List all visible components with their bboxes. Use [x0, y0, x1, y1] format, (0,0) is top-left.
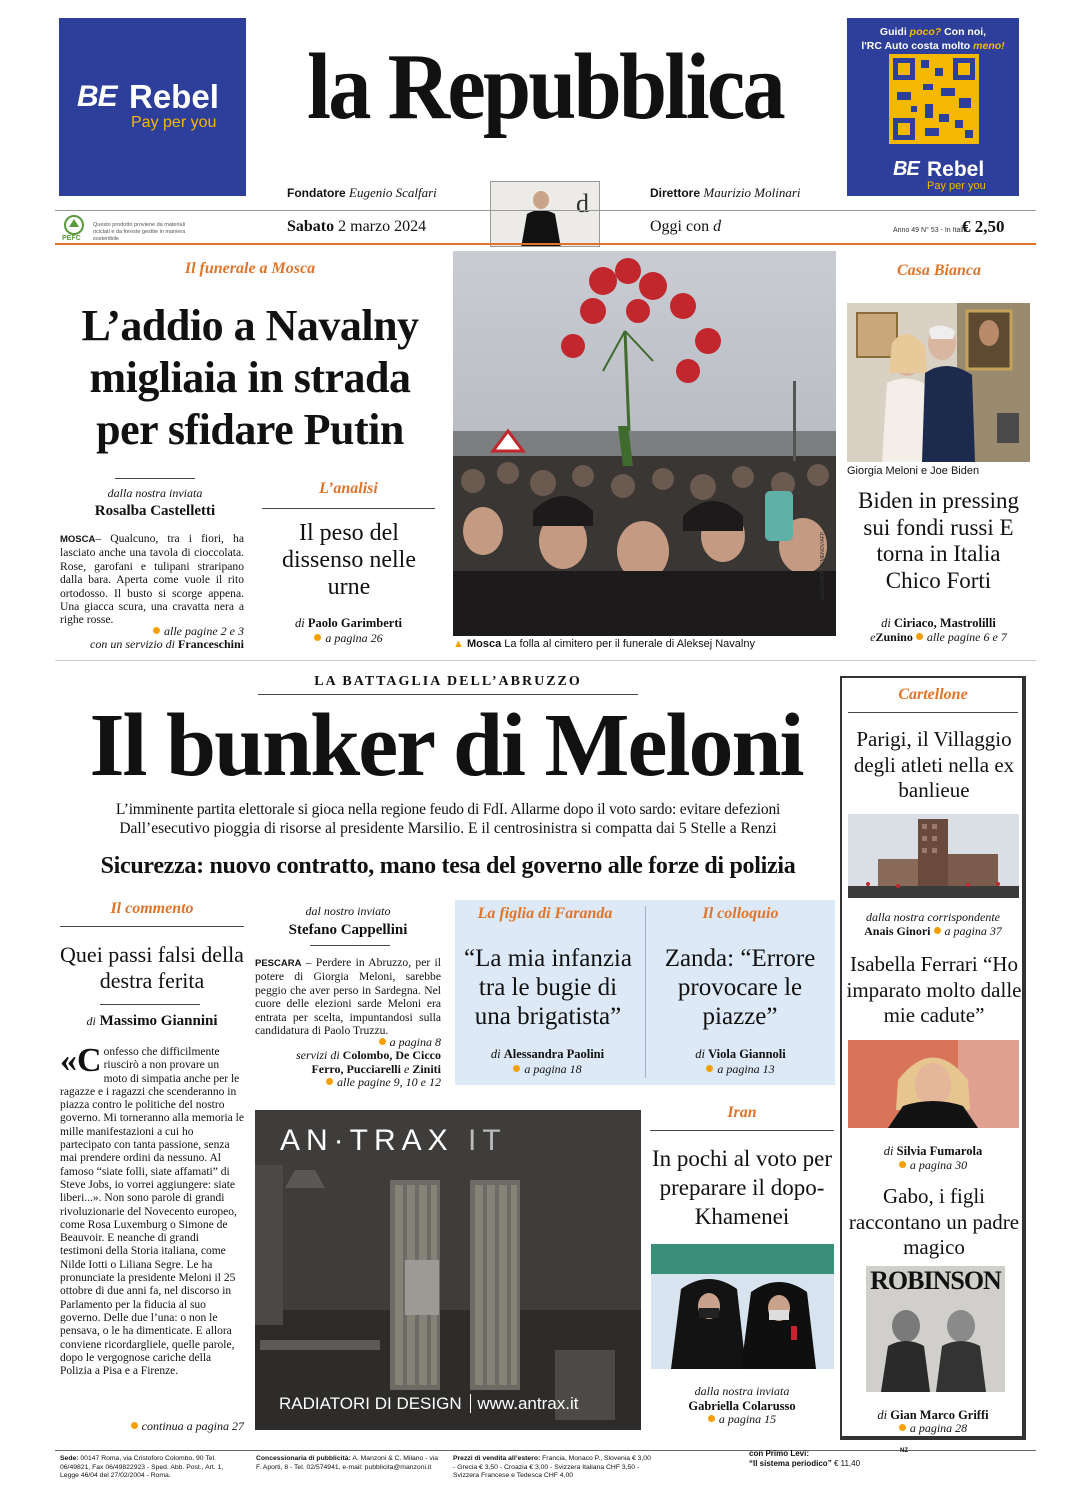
colloquio-headline[interactable]: Zanda: “Errore provocare le piazze” — [664, 945, 816, 1030]
page-dot-icon — [153, 627, 160, 634]
cartellone-kicker: Cartellone — [898, 686, 968, 703]
ferrari-page-ref[interactable]: a pagina 30 — [842, 1158, 1024, 1173]
date: Sabato 2 marzo 2024 — [287, 218, 427, 235]
meloni-biden-photo[interactable] — [847, 303, 1030, 462]
biden-kicker: Casa Bianca — [896, 262, 981, 279]
ferrari-credit: di Silvia Fumarola — [883, 1144, 983, 1158]
qr-pattern-icon — [889, 54, 979, 144]
robinson-logo: ROBINSON — [870, 1266, 1001, 1295]
faranda-credit: di Alessandra Paolini — [490, 1047, 605, 1061]
qr-code-icon[interactable] — [889, 54, 979, 144]
biden-headline[interactable]: Biden in pressing sui fondi russi E torna in Italia Chico Forti — [858, 488, 1019, 593]
faranda-kicker: La figlia di Faranda — [477, 905, 613, 922]
security-headline[interactable]: Sicurezza: nuovo contratto, mano tesa del governo alle forze di polizia — [100, 853, 796, 879]
footer-prezzi: Prezzi di vendita all’estero: Francia, Monaco P., Slovenia € 3,00 - Grecia € 3,50 - Croazia € 3,00 - Svizzera Italiana CHF 3,50 - Svizzera Francese e Tedesca CHF 4,00 — [453, 1455, 651, 1480]
footer-concessionaria: Concessionaria di pubblicità: A. Manzoni & C. Milano - via F. Aporti, 8 - Tel. 02/574941, e-mail: pubblicita@manzoni.it — [256, 1455, 439, 1471]
commento-page-ref[interactable]: continua a pagina 27 — [60, 1419, 244, 1434]
commento-kicker: Il commento — [110, 900, 194, 917]
commento-dropcap: «C — [60, 1042, 102, 1079]
analisi-credit: di Paolo Garimberti — [295, 616, 402, 630]
divider — [310, 945, 390, 946]
page-dot-icon — [934, 927, 941, 934]
paris-credit: dalla nostra corrispondente Anais Ginori a pagina 37 — [864, 910, 1002, 938]
section-divider — [55, 660, 1036, 661]
page-dot-icon — [899, 1161, 906, 1168]
page-dot-icon — [706, 1065, 713, 1072]
caption-triangle-icon: ▲ — [453, 638, 464, 650]
analisi-page-ref[interactable]: a pagina 26 — [262, 631, 435, 646]
photo-credit: ALEKSANDR NEMENOV/AFP — [820, 531, 826, 600]
divider — [258, 694, 638, 695]
iran-kicker: Iran — [727, 1104, 757, 1121]
biden-photo-caption: Giorgia Meloni e Joe Biden — [847, 465, 980, 477]
footer-sede: Sede: 00147 Roma, via Cristoforo Colombo, 90 Tel. 06/49821, Fax 06/49822923 - Sped. Abb. Post., Art. 1, Legge 46/04 del 27/02/2004 - Roma. — [60, 1455, 224, 1480]
director: Direttore Maurizio Molinari — [650, 185, 801, 200]
gabo-page-ref[interactable]: a pagina 28 — [842, 1421, 1024, 1436]
analisi-kicker: L’analisi — [319, 480, 378, 497]
rebel-ad-line2: l'RC Auto costa molto meno! — [861, 40, 1005, 52]
lead-headline[interactable]: Il bunker di Meloni — [89, 696, 803, 795]
gabo-credit: di Gian Marco Griffi — [877, 1408, 989, 1422]
cappellini-body: PESCARA – Perdere in Abruzzo, per il potere di Giorgia Meloni, sarebbe peggio che aver perso in Sardegna. Nel cuore delle elezioni sarde Meloni era entrata per scelta, impuntandosi sulla candidatura di Paolo Truzzu. — [255, 956, 441, 1038]
issue-info: Anno 49 N° 53 - In Italia — [893, 227, 968, 234]
navalny-body: MOSCA– Qualcuno, tra i fiori, ha lasciato anche una tavola di cioccolata. Rose, garofani e tulipani straripano dalla bara. Aperta come vuole il rito ortodosso. Il busto si scorge appena. Una giacca scura, una cravatta nera a righe rosse. — [60, 532, 244, 627]
cappellini-services: servizi di Colombo, De Cicco Ferro, Pucciarelli e Ziniti — [296, 1048, 441, 1076]
footer-nz: NZ — [900, 1448, 908, 1454]
divider — [115, 478, 195, 479]
robinson-cover[interactable] — [866, 1266, 1005, 1392]
athletes-village-image — [848, 814, 1019, 898]
iranian-women-image — [651, 1244, 834, 1369]
antrax-radiator-image — [255, 1110, 641, 1430]
rebel-logo-mark: BE — [77, 80, 117, 113]
rebel-ad-line1: Guidi poco? Con noi, — [879, 26, 987, 38]
divider — [60, 926, 244, 927]
rebel-brand: Rebel — [129, 78, 219, 115]
commento-headline[interactable]: Quei passi falsi della destra ferita — [60, 942, 244, 993]
navalny-headline[interactable]: L’addio a Navalny migliaia in strada per sfidare Putin — [81, 301, 419, 454]
cappellini-page-ref-2[interactable]: alle pagine 9, 10 e 12 — [255, 1075, 441, 1090]
colloquio-kicker: Il colloquio — [702, 905, 779, 922]
pefc-text: Questo prodotto proviene da materiali riciclati e da foreste gestite in maniera sostenibile — [93, 222, 186, 242]
cappellini-page-ref[interactable]: a pagina 8 — [255, 1035, 441, 1050]
navalny-service: con un servizio di Franceschini — [90, 637, 244, 651]
rebel-logo-mark-right: BE — [893, 158, 919, 180]
founder: Fondatore Eugenio Scalfari — [287, 185, 437, 200]
footer-levi: con Primo Levi: “Il sistema periodico” € 11,40 — [749, 1449, 861, 1468]
divider — [100, 1004, 200, 1005]
isabella-ferrari-image — [848, 1040, 1019, 1128]
faranda-headline[interactable]: “La mia infanzia tra le bugie di una brigatista” — [464, 945, 632, 1030]
antrax-tagline: RADIATORI DI DESIGN www.antrax.it — [279, 1394, 579, 1413]
antrax-brand: AN·TRAX IT — [280, 1124, 507, 1157]
commento-body: «Confesso che difficilmente riuscirò a non provare un moto di simpatia anche per le ragazze e i ragazzi che scenderanno in piazza contro le politiche del nostro governo. Mi torneranno alla memoria le mille manifestazioni a cui ho partecipato con tanta passione, senza mai prendere ordini da nessuno. Al famoso “siate folli, siate affamati” di Steve Jobs, io vorrei aggiungere: siate liberi...». Non sono parole di grandi rivoluzionarie del Novecento europeo, come Rosa Luxemburg o Simone de Beauvoir. E neanche di grandi testimoni della Storia italiana, come Nilde Iotti o Liliana Segre. Le ha pronunciate la presidente Meloni il 25 ottobre di due anni fa, nel discorso in Parlamento per la fiducia al suo governo. Delle due l’una: o non le pensava, o le ha dimenticate. E allora conviene ricordargliele, quelle parole, dopo le vergognose cariche della Polizia a Pisa e a Firenze. — [60, 1042, 244, 1378]
biden-credit: di Ciriaco, Mastrolilli — [881, 616, 996, 630]
paris-village-photo[interactable] — [848, 814, 1019, 898]
biden-credit-2: eZunino alle pagine 6 e 7 — [870, 630, 1007, 644]
divider — [848, 712, 1018, 713]
photo-caption: ▲ Mosca La folla al cimitero per il funerale di Aleksej Navalny — [453, 638, 755, 650]
svg-text:d: d — [576, 189, 589, 218]
masthead-title: la Repubblica — [307, 35, 783, 139]
page-dot-icon — [513, 1065, 520, 1072]
lead-subhead-2: Dall’esecutivo pioggia di risorse al presidente Marsilio. E il centrosinistra si compatta dai 5 Stelle a Renzi — [119, 820, 777, 837]
lead-subhead-1: L’imminente partita elettorale si gioca nella regione feudo di FdI. Allarme dopo il voto sardo: evitare defezioni — [115, 801, 781, 818]
page-dot-icon — [916, 633, 923, 640]
colloquio-credit: di Viola Giannoli — [695, 1047, 786, 1061]
cartellone-ferrari-headline[interactable]: Isabella Ferrari “Ho imparato molto dalle mie cadute” — [846, 952, 1022, 1027]
iran-byline: dalla nostra inviata Gabriella Colarusso — [688, 1384, 796, 1413]
page-dot-icon — [899, 1424, 906, 1431]
cappellini-byline: dal nostro inviato Stefano Cappellini — [288, 904, 408, 938]
price: € 2,50 — [962, 217, 1005, 236]
navalny-funeral-photo[interactable] — [453, 251, 836, 636]
cartellone-gabo-headline[interactable]: Gabo, i figli raccontano un padre magico — [848, 1184, 1020, 1259]
iran-headline[interactable]: In pochi al voto per preparare il dopo-Khamenei — [651, 1146, 833, 1229]
rebel-brand-right: Rebel — [927, 158, 985, 181]
isabella-ferrari-photo[interactable] — [848, 1040, 1019, 1128]
pefc-logo: PEFC — [60, 214, 92, 242]
page-dot-icon — [314, 634, 321, 641]
rebel-ad-left[interactable] — [59, 18, 246, 196]
page-dot-icon — [379, 1038, 386, 1045]
divider — [262, 508, 435, 509]
iran-photo[interactable] — [651, 1244, 834, 1369]
meloni-biden-image — [847, 303, 1030, 462]
rebel-tagline-right: Pay per you — [927, 180, 986, 192]
page-dot-icon — [131, 1422, 138, 1429]
cartellone-paris-headline[interactable]: Parigi, il Villaggio degli atleti nella ex banlieue — [853, 727, 1015, 802]
page-dot-icon — [326, 1078, 333, 1085]
commento-credit: di Massimo Giannini — [86, 1013, 218, 1029]
faranda-page-ref[interactable]: a pagina 18 — [455, 1062, 640, 1077]
rebel-tagline: Pay per you — [131, 114, 217, 131]
analisi-headline[interactable]: Il peso del dissenso nelle urne — [282, 520, 416, 600]
crowd-with-carnations-image — [453, 251, 836, 636]
page-dot-icon — [708, 1415, 715, 1422]
colloquio-page-ref[interactable]: a pagina 13 — [648, 1062, 833, 1077]
navalny-kicker: Il funerale a Mosca — [184, 260, 316, 277]
antrax-ad[interactable] — [255, 1110, 641, 1430]
iran-page-ref[interactable]: a pagina 15 — [650, 1412, 834, 1427]
divider — [650, 1130, 834, 1131]
lead-overline: LA BATTAGLIA DELL’ABRUZZO — [314, 674, 582, 689]
rebel-ad-right[interactable] — [847, 18, 1019, 196]
today-with: Oggi con d — [650, 218, 722, 235]
divider — [645, 906, 646, 1078]
navalny-page-ref[interactable]: alle pagine 2 e 3 — [60, 624, 244, 639]
navalny-byline: dalla nostra inviata Rosalba Castelletti — [94, 486, 216, 519]
